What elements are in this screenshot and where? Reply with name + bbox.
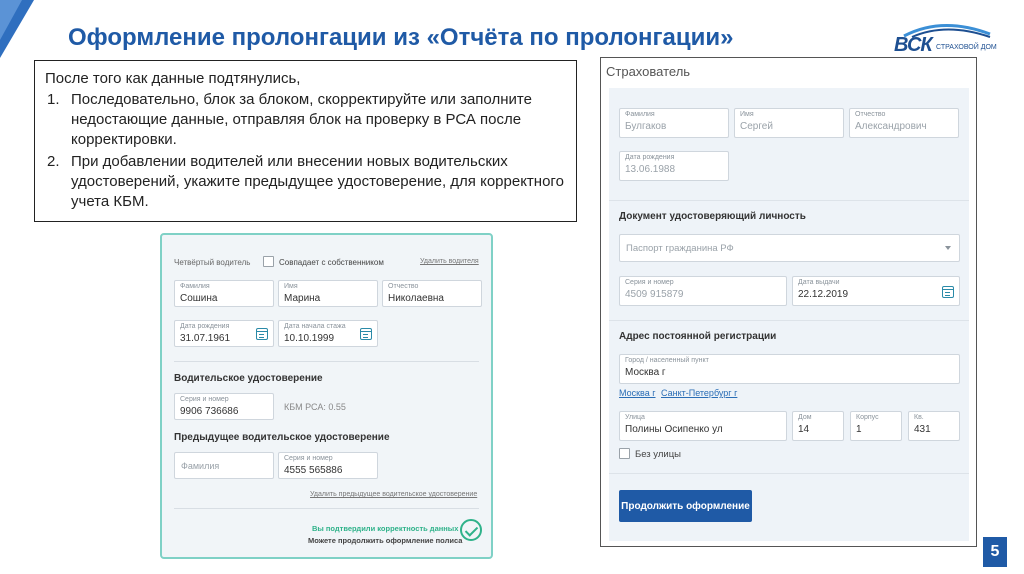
field-value: 13.06.1988 bbox=[625, 164, 676, 175]
corner-decoration-inner bbox=[0, 0, 22, 40]
field-value: 10.10.1999 bbox=[284, 333, 335, 344]
logo-tagline: СТРАХОВОЙ ДОМ bbox=[936, 44, 997, 51]
experience-start-field[interactable] bbox=[278, 320, 378, 347]
divider bbox=[609, 473, 969, 474]
instruction-item bbox=[45, 152, 566, 212]
field-value: Москва г bbox=[625, 367, 666, 378]
field-value: 9906 736686 bbox=[180, 406, 239, 417]
no-street-label: Без улицы bbox=[635, 449, 681, 460]
delete-driver-link[interactable]: Удалить водителя bbox=[420, 258, 479, 265]
address-section-title: Адрес постоянной регистрации bbox=[619, 331, 777, 342]
field-label: Город / населенный пункт bbox=[625, 357, 709, 364]
calendar-icon[interactable] bbox=[360, 328, 372, 340]
field-label: Улица bbox=[625, 414, 645, 421]
driver-title: Четвёртый водитель bbox=[174, 258, 251, 267]
continue-button[interactable]: Продолжить оформление bbox=[619, 490, 752, 522]
instruction-lead: После того как данные подтянулись, bbox=[45, 70, 301, 87]
license-number-field[interactable] bbox=[174, 393, 274, 420]
doc-type-select[interactable] bbox=[619, 234, 960, 262]
field-value: Николаевна bbox=[388, 293, 444, 304]
calendar-icon[interactable] bbox=[256, 328, 268, 340]
field-value: 4509 915879 bbox=[625, 289, 684, 300]
driver-patronymic-field[interactable] bbox=[382, 280, 482, 307]
field-label: Дата рождения bbox=[625, 154, 675, 161]
instruction-item bbox=[45, 90, 566, 150]
insurer-form-screenshot bbox=[600, 57, 977, 547]
city-field[interactable] bbox=[619, 354, 960, 384]
instruction-text: Последовательно, блок за блоком, скорректируйте или заполните недостающие данные, отправляя блок на проверку в РСА после корректировки. bbox=[71, 91, 532, 148]
field-label: Корпус bbox=[856, 414, 879, 421]
field-label: Серия и номер bbox=[180, 396, 229, 403]
driver-last-name-field[interactable] bbox=[174, 280, 274, 307]
field-value: 1 bbox=[856, 424, 862, 435]
delete-prev-license-link[interactable]: Удалить предыдущее водительское удостоверение bbox=[310, 491, 478, 498]
instruction-box bbox=[34, 60, 577, 222]
confirm-message: Вы подтвердили корректность данных bbox=[312, 524, 459, 533]
prev-license-number-field[interactable] bbox=[278, 452, 378, 479]
divider bbox=[174, 361, 479, 362]
field-value: 31.07.1961 bbox=[180, 333, 231, 344]
page-number: 5 bbox=[983, 537, 1007, 567]
field-label: Дом bbox=[798, 414, 812, 421]
calendar-icon[interactable] bbox=[942, 286, 954, 298]
no-street-checkbox[interactable] bbox=[619, 448, 630, 459]
logo-text: ВСК bbox=[894, 34, 932, 56]
insurer-panel bbox=[609, 88, 969, 541]
instruction-number: 2. bbox=[47, 153, 60, 170]
field-value: Булгаков bbox=[625, 121, 667, 132]
driver-birth-date-field[interactable] bbox=[174, 320, 274, 347]
field-value: 4555 565886 bbox=[284, 465, 343, 476]
license-section-title: Водительское удостоверение bbox=[174, 373, 323, 384]
field-placeholder: Фамилия bbox=[181, 461, 220, 471]
check-circle-icon bbox=[460, 519, 482, 541]
confirm-submessage: Можете продолжить оформление полиса bbox=[308, 536, 463, 545]
street-field[interactable] bbox=[619, 411, 787, 441]
insurer-patronymic-field[interactable] bbox=[849, 108, 959, 138]
house-field[interactable] bbox=[792, 411, 844, 441]
building-field[interactable] bbox=[850, 411, 902, 441]
same-as-owner-checkbox[interactable] bbox=[263, 256, 274, 267]
insurer-header: Страхователь bbox=[606, 64, 691, 79]
city-suggestion[interactable]: Санкт-Петербург г bbox=[661, 388, 738, 398]
select-value: Паспорт гражданина РФ bbox=[626, 243, 734, 254]
insurer-birth-date-field[interactable] bbox=[619, 151, 729, 181]
divider bbox=[609, 200, 969, 201]
field-label: Серия и номер bbox=[284, 455, 333, 462]
field-label: Дата выдачи bbox=[798, 279, 840, 286]
field-label: Фамилия bbox=[625, 111, 655, 118]
prev-last-name-field[interactable] bbox=[174, 452, 274, 479]
vsk-logo bbox=[890, 22, 1010, 62]
field-value: Полины Осипенко ул bbox=[625, 424, 723, 435]
field-label: Кв. bbox=[914, 414, 924, 421]
field-label: Отчество bbox=[855, 111, 886, 118]
same-as-owner-label: Совпадает с собственником bbox=[279, 258, 384, 267]
driver-first-name-field[interactable] bbox=[278, 280, 378, 307]
prev-license-section-title: Предыдущее водительское удостоверение bbox=[174, 432, 390, 443]
field-value: Александрович bbox=[855, 121, 927, 132]
field-value: 431 bbox=[914, 424, 931, 435]
instruction-text: При добавлении водителей или внесении новых водительских удостоверений, укажите предыдущее удостоверение, для корректного учета КБМ. bbox=[71, 153, 564, 210]
chevron-down-icon bbox=[945, 246, 951, 250]
driver-form-screenshot bbox=[160, 233, 493, 559]
kbm-value: КБМ РСА: 0.55 bbox=[284, 402, 346, 412]
instruction-number: 1. bbox=[47, 91, 60, 108]
field-label: Фамилия bbox=[180, 283, 210, 290]
divider bbox=[609, 320, 969, 321]
apartment-field[interactable] bbox=[908, 411, 960, 441]
field-label: Имя bbox=[284, 283, 298, 290]
field-label: Дата рождения bbox=[180, 323, 230, 330]
field-value: Марина bbox=[284, 293, 321, 304]
field-value: Сергей bbox=[740, 121, 773, 132]
field-label: Дата начала стажа bbox=[284, 323, 346, 330]
field-label: Имя bbox=[740, 111, 754, 118]
divider bbox=[174, 508, 479, 509]
issue-date-field[interactable] bbox=[792, 276, 960, 306]
instruction-list bbox=[45, 90, 566, 212]
field-value: 22.12.2019 bbox=[798, 289, 849, 300]
city-suggestion[interactable]: Москва г bbox=[619, 388, 656, 398]
slide-title: Оформление пролонгации из «Отчёта по пролонгации» bbox=[68, 24, 734, 51]
insurer-first-name-field[interactable] bbox=[734, 108, 844, 138]
doc-number-field[interactable] bbox=[619, 276, 787, 306]
insurer-last-name-field[interactable] bbox=[619, 108, 729, 138]
field-label: Серия и номер bbox=[625, 279, 674, 286]
field-value: 14 bbox=[798, 424, 810, 435]
id-section-title: Документ удостоверяющий личность bbox=[619, 211, 806, 222]
field-value: Сошина bbox=[180, 293, 218, 304]
field-label: Отчество bbox=[388, 283, 419, 290]
